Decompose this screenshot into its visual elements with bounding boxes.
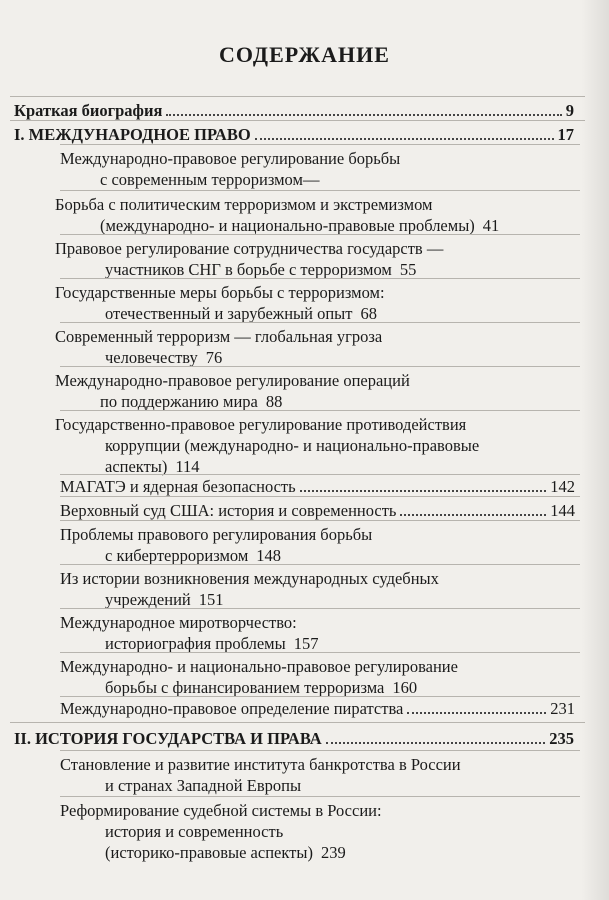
page-number: 114 [175,457,200,476]
page-number: 157 [293,634,319,653]
divider [60,278,580,279]
divider [60,496,580,497]
divider [60,652,580,653]
toc-entry[interactable]: Государственно-правовое регулирование противодействия коррупции (международно- и национально-правовые аспекты) 114 [55,415,480,476]
divider [60,608,580,609]
toc-entry-biography[interactable]: Краткая биография 9 [14,101,574,120]
toc-entry[interactable]: Международно-правовое определение пиратства 231 [60,699,575,718]
page-number: — [302,170,320,189]
page-number: 76 [205,348,223,367]
toc-entry[interactable]: Международно- и национально-правовое регулирование борьбы с финансированием терроризма 160 [60,657,458,697]
page-number: 144 [550,501,575,520]
page-number: 239 [320,843,346,862]
divider [10,722,585,723]
page-number: 17 [557,125,574,144]
divider [60,474,580,475]
page-number: 55 [399,260,417,279]
toc-entry[interactable]: МАГАТЭ и ядерная безопасность 142 [60,477,575,496]
toc-section-history[interactable]: II. ИСТОРИЯ ГОСУДАРСТВА И ПРАВА 235 [14,729,574,748]
toc-entry[interactable]: Верховный суд США: история и современность 144 [60,501,575,520]
page-number: 160 [392,678,418,697]
page-number: 142 [550,477,575,496]
page-number: 68 [360,304,377,323]
divider [60,564,580,565]
toc-entry[interactable]: Реформирование судебной системы в России: история и современность (историко-правовые аспекты) 239 [60,801,382,862]
toc-entry[interactable]: Борьба с политическим терроризмом и экстремизмом (международно- и национально-правовые проблемы) 41 [55,195,500,235]
divider [60,696,580,697]
page-number: 148 [256,546,282,565]
page-number: 9 [565,101,574,120]
divider [60,796,580,797]
page-number: 235 [549,729,574,748]
page-number: 88 [265,392,283,411]
divider [60,366,580,367]
toc-entry[interactable]: Правовое регулирование сотрудничества государств — участников СНГ в борьбе с терроризмом 55 [55,239,444,279]
divider [60,410,580,411]
toc-entry[interactable]: Из истории возникновения международных судебных учреждений 151 [60,569,439,609]
divider [10,96,585,97]
divider [60,234,580,235]
divider [10,120,585,121]
toc-entry[interactable]: Международно-правовое регулирование операций по поддержанию мира 88 [55,371,410,411]
page-number: 231 [550,699,575,718]
divider [60,750,580,751]
toc-entry[interactable]: Государственные меры борьбы с терроризмом: отечественный и зарубежный опыт 68 [55,283,385,323]
page-title: СОДЕРЖАНИЕ [219,42,390,67]
page-number: 41 [482,216,500,235]
divider [60,144,580,145]
toc-entry[interactable]: Современный терроризм — глобальная угроза человечеству 76 [55,327,383,367]
toc-entry[interactable]: Проблемы правового регулирования борьбы с кибертерроризмом 148 [60,525,373,565]
divider [60,190,580,191]
divider [60,322,580,323]
toc-entry[interactable]: Становление и развитие института банкротства в России и странах Западной Европы [60,755,461,795]
page-edge-shadow [581,0,609,900]
toc-section-international-law[interactable]: I. МЕЖДУНАРОДНОЕ ПРАВО 17 [14,125,574,144]
toc-entry[interactable]: Международно-правовое регулирование борьбы с современным терроризмом— [60,149,401,189]
toc-entry[interactable]: Международное миротворчество: историография проблемы 157 [60,613,319,653]
page-number: 151 [198,590,224,609]
divider [60,520,580,521]
